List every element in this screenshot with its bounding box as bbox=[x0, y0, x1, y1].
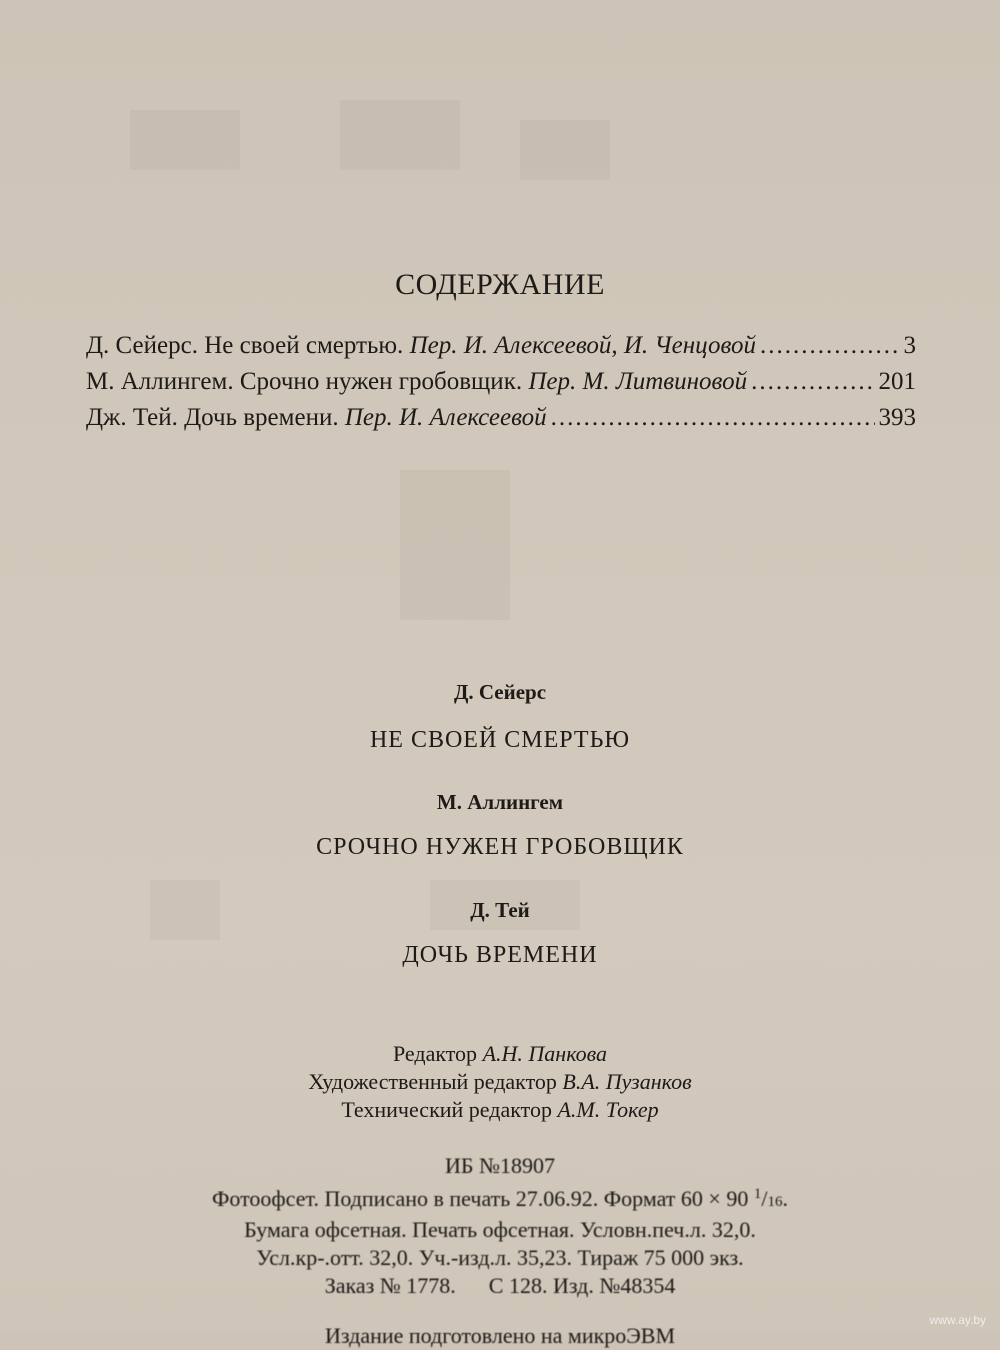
imprint-ib-number: ИБ №18907 bbox=[444, 1153, 555, 1178]
toc-entry-text bbox=[86, 332, 756, 360]
credit-role: Технический редактор bbox=[341, 1097, 558, 1122]
imprint-block bbox=[0, 1152, 1000, 1350]
imprint-format-text: Фотоофсет. Подписано в печать 27.06.92. Формат 60 × 90 bbox=[212, 1186, 754, 1211]
work-author: Д. Сейерс bbox=[453, 680, 547, 704]
imprint-line: Издание подготовлено на микроЭВМ bbox=[324, 1323, 676, 1348]
work-author: Д. Тей bbox=[470, 898, 530, 922]
work-title: СРОЧНО НУЖЕН ГРОБОВЩИК bbox=[316, 834, 684, 860]
toc-entry-translator: Пер. М. Литвиновой bbox=[528, 368, 748, 395]
bleed-through-mark bbox=[520, 120, 610, 180]
work-title: ДОЧЬ ВРЕМЕНИ bbox=[402, 942, 598, 968]
toc-entry bbox=[86, 404, 916, 440]
credit-line bbox=[0, 1096, 1000, 1124]
toc-leader-dots bbox=[751, 368, 874, 396]
toc-leader-dots bbox=[551, 404, 875, 432]
toc-entry-text bbox=[86, 404, 547, 432]
credit-name: В.А. Пузанков bbox=[562, 1069, 692, 1094]
toc-entry-translator: Пер. И. Алексеевой bbox=[344, 404, 547, 431]
credit-line bbox=[0, 1040, 1000, 1068]
format-fraction-denominator: 16 bbox=[767, 1194, 783, 1210]
work-title: НЕ СВОЕЙ СМЕРТЬЮ bbox=[369, 727, 631, 753]
credit-name: А.Н. Панкова bbox=[482, 1041, 608, 1066]
imprint-line: Усл.кр-.отт. 32,0. Уч.-изд.л. 35,23. Тираж 75 000 экз. bbox=[256, 1245, 744, 1270]
toc-page-number: 393 bbox=[878, 404, 916, 431]
toc-leader-dots bbox=[760, 332, 900, 360]
toc-entry-title: Дж. Тей. Дочь времени. bbox=[86, 404, 345, 431]
credit-name: А.М. Токер bbox=[557, 1097, 659, 1122]
toc-page-number: 3 bbox=[903, 332, 916, 359]
bleed-through-mark bbox=[400, 470, 510, 620]
imprint-line: Фотоофсет. Подписано в печать 27.06.92. Формат 60 × 90 $^1$/16. bbox=[212, 1186, 788, 1211]
imprint-line: Заказ № 1778. С 128. Изд. №48354 bbox=[324, 1273, 676, 1298]
toc-entry-translator: Пер. И. Алексеевой, И. Ченцовой bbox=[409, 332, 756, 359]
credits-block bbox=[0, 1040, 1000, 1124]
toc-entry bbox=[86, 332, 916, 368]
format-fraction-numerator: 1 bbox=[753, 1186, 762, 1202]
bleed-through-mark bbox=[130, 110, 240, 170]
contents-list bbox=[86, 332, 916, 440]
toc-page-number: 201 bbox=[878, 368, 916, 395]
toc-entry bbox=[86, 368, 916, 404]
toc-entry-title: Д. Сейерс. Не своей смертью. bbox=[86, 332, 410, 359]
credit-role: Редактор bbox=[392, 1041, 483, 1066]
credit-role: Художественный редактор bbox=[308, 1069, 563, 1094]
imprint-line: Бумага офсетная. Печать офсетная. Условн.печ.л. 32,0. bbox=[244, 1217, 756, 1242]
watermark-text: www.ay.by bbox=[929, 1313, 986, 1327]
bleed-through-mark bbox=[340, 100, 460, 170]
toc-entry-text bbox=[86, 368, 747, 396]
credit-line bbox=[0, 1068, 1000, 1096]
contents-heading: СОДЕРЖАНИЕ bbox=[395, 268, 605, 301]
work-author: М. Аллингем bbox=[436, 790, 564, 814]
toc-entry-title: М. Аллингем. Срочно нужен гробовщик. bbox=[86, 368, 529, 395]
